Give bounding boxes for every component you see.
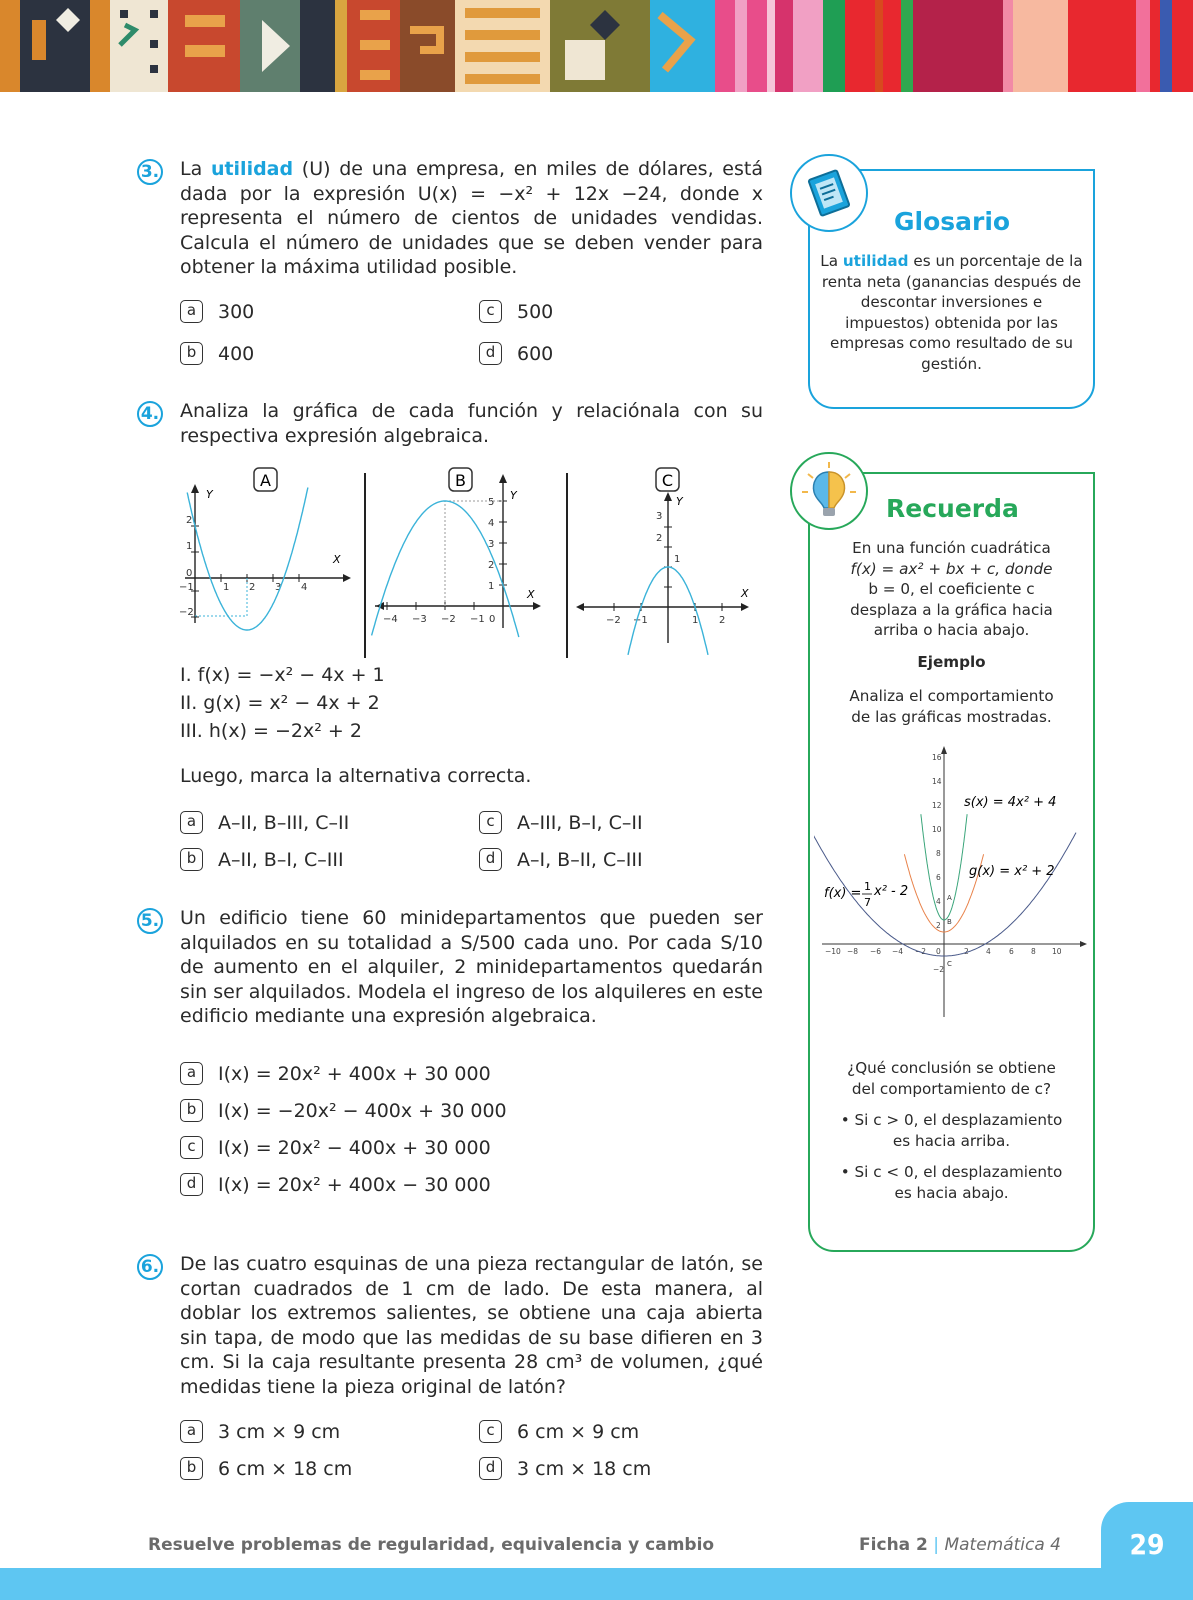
relation-1: I. f(x) = −x² − 4x + 1 <box>180 664 385 686</box>
relation-3: III. h(x) = −2x² + 2 <box>180 720 362 742</box>
svg-text:4: 4 <box>488 518 495 529</box>
question-text: Un edificio tiene 60 minidepartamentos que pueden ser alquilados en su totalidad a S/500 cada uno. Por cada S/10 de aumento en el alquiler, 2 minidepartamentos quedarán sin ser alquilados. Modela el ingreso de los alquileres en este edificio mediante una expresión algebraica. <box>180 907 763 1028</box>
question-6 <box>137 1252 763 1400</box>
label-f <box>824 880 908 909</box>
followup-text: Luego, marca la alternativa correcta. <box>180 765 532 787</box>
q3-option-a[interactable]: a 300 <box>180 300 254 323</box>
svg-text:B: B <box>947 918 952 926</box>
svg-text:−2: −2 <box>179 607 194 618</box>
graph-b <box>372 474 541 637</box>
question-4 <box>137 399 763 448</box>
example-title: Ejemplo <box>917 653 986 671</box>
svg-text:2: 2 <box>186 515 193 526</box>
svg-text:−4: −4 <box>383 614 398 625</box>
svg-text:X: X <box>741 587 749 600</box>
svg-text:2: 2 <box>656 533 663 544</box>
question-number: 6. <box>137 1254 163 1280</box>
q4-option-a[interactable]: a A–II, B–III, C–II <box>180 811 349 834</box>
q6-option-d[interactable]: d 3 cm × 18 cm <box>479 1457 651 1480</box>
svg-text:4: 4 <box>986 947 991 956</box>
recuerda-text: En una función cuadrática f(x) = ax² + bx + c, donde b = 0, el coeficiente c desplaza a la gráfica hacia arriba o hacia abajo. <box>850 539 1053 639</box>
label-g: g(x) = x² + 2 <box>969 864 1055 879</box>
svg-text:0: 0 <box>936 947 941 956</box>
recuerda-bullet-1: • Si c > 0, el desplazamiento es hacia arriba. <box>840 1111 1063 1150</box>
svg-text:3: 3 <box>488 539 495 550</box>
footer-bar <box>0 1568 1193 1600</box>
q3-option-b[interactable]: b 400 <box>180 342 254 365</box>
q5-option-a[interactable]: a I(x) = 20x² + 400x + 30 000 <box>180 1062 491 1085</box>
svg-text:X: X <box>333 553 341 566</box>
page-number: 29 <box>1129 1528 1165 1561</box>
q5-option-b[interactable]: b I(x) = −20x² − 400x + 30 000 <box>180 1099 507 1122</box>
footer-subject: Ficha 2 | Matemática 4 <box>859 1535 1061 1555</box>
svg-text:1: 1 <box>186 541 193 552</box>
svg-text:−3: −3 <box>412 614 427 625</box>
glossary-text: La utilidad es un porcentaje de la renta neta (ganancias después de descontar inversiones e impuestos) obtenida por las empresas como resultado de su gestión. <box>820 252 1083 373</box>
svg-text:6: 6 <box>936 873 941 882</box>
svg-text:6: 6 <box>1009 947 1014 956</box>
graph-label-a: A <box>260 471 271 490</box>
question-text: Analiza la gráfica de cada función y relaciónala con su respectiva expresión algebraica. <box>180 400 763 447</box>
svg-text:8: 8 <box>1031 947 1036 956</box>
svg-text:1: 1 <box>488 581 495 592</box>
svg-text:16: 16 <box>932 753 942 762</box>
svg-text:12: 12 <box>932 801 942 810</box>
q4-option-b[interactable]: b A–II, B–I, C–III <box>180 848 344 871</box>
svg-text:−1: −1 <box>470 614 485 625</box>
svg-text:−4: −4 <box>892 947 904 956</box>
graph-label-b: B <box>455 471 466 490</box>
svg-text:Y: Y <box>676 495 683 508</box>
q6-option-b[interactable]: b 6 cm × 18 cm <box>180 1457 352 1480</box>
svg-text:−1: −1 <box>633 615 648 626</box>
svg-text:4: 4 <box>301 582 308 593</box>
svg-text:C: C <box>947 960 952 968</box>
svg-text:−1: −1 <box>179 582 194 593</box>
svg-text:−6: −6 <box>870 947 882 956</box>
decorative-header-band <box>0 0 1193 92</box>
svg-text:3: 3 <box>656 511 663 522</box>
question-3 <box>137 157 763 280</box>
q5-option-d[interactable]: d I(x) = 20x² + 400x − 30 000 <box>180 1173 491 1196</box>
svg-text:2: 2 <box>249 582 256 593</box>
svg-text:−2: −2 <box>606 615 621 626</box>
question-text: La utilidad (U) de una empresa, en miles de dólares, está dada por la expresión U(x) = −x² + 12x −24, donde x representa el número de cientos de unidades vendidas. Calcula el número de unidades que se deben vender para obtener la máxima utilidad posible. <box>180 158 763 279</box>
q4-graphs <box>175 463 765 673</box>
svg-text:3: 3 <box>275 582 282 593</box>
recuerda-question: ¿Qué conclusión se obtiene del comportamiento de c? <box>847 1059 1056 1098</box>
label-s: s(x) = 4x² + 4 <box>964 795 1057 810</box>
svg-text:0: 0 <box>186 568 193 579</box>
svg-text:5: 5 <box>488 497 495 508</box>
q3-option-c[interactable]: c 500 <box>479 300 553 323</box>
q6-option-a[interactable]: a 3 cm × 9 cm <box>180 1420 340 1443</box>
svg-text:−10: −10 <box>825 947 841 956</box>
brain-bulb-icon <box>790 452 868 530</box>
textile-pattern <box>0 0 1193 92</box>
svg-text:2: 2 <box>719 615 726 626</box>
svg-text:10: 10 <box>932 825 942 834</box>
graph-label-c: C <box>661 471 674 490</box>
question-text: De las cuatro esquinas de una pieza rectangular de latón, se cortan cuadrados de 1 cm de lado. De esta manera, al doblar los extremos salientes, se obtiene una caja abierta sin tapa, de modo que las medidas de su base difieren en 3 cm. Si la caja resultante presenta 28 cm³ de volumen, ¿qué medidas tiene la pieza original de latón? <box>180 1253 763 1398</box>
svg-text:Y: Y <box>510 489 517 502</box>
svg-text:0: 0 <box>489 614 496 625</box>
svg-text:−8: −8 <box>847 947 859 956</box>
question-number: 4. <box>137 401 163 427</box>
svg-text:1: 1 <box>674 554 681 565</box>
q6-option-c[interactable]: c 6 cm × 9 cm <box>479 1420 639 1443</box>
svg-text:2: 2 <box>936 921 941 930</box>
svg-text:1: 1 <box>692 615 699 626</box>
example-graph <box>814 742 1092 1022</box>
svg-text:10: 10 <box>1052 947 1062 956</box>
svg-text:2: 2 <box>964 947 969 956</box>
svg-text:1: 1 <box>223 582 230 593</box>
svg-text:x² - 2: x² - 2 <box>874 884 909 899</box>
svg-text:A: A <box>947 894 952 902</box>
svg-text:−2: −2 <box>915 947 927 956</box>
svg-text:−2: −2 <box>441 614 456 625</box>
question-5 <box>137 906 763 1029</box>
q3-option-d[interactable]: d 600 <box>479 342 553 365</box>
graph-c <box>576 492 749 655</box>
svg-text:f(x) =: f(x) = <box>824 886 862 901</box>
keyword: utilidad <box>210 158 294 180</box>
recuerda-title: Recuerda <box>886 494 1019 523</box>
svg-text:8: 8 <box>936 849 941 858</box>
question-number: 5. <box>137 908 163 934</box>
svg-text:Y: Y <box>206 488 213 501</box>
graph-a <box>179 484 351 630</box>
relation-2: II. g(x) = x² − 4x + 2 <box>180 692 380 714</box>
q4-option-c[interactable]: c A–III, B–I, C–II <box>479 811 643 834</box>
example-text: Analiza el comportamiento de las gráficas mostradas. <box>849 687 1054 726</box>
question-number: 3. <box>137 159 163 185</box>
q5-option-c[interactable]: c I(x) = 20x² − 400x + 30 000 <box>180 1136 491 1159</box>
svg-text:4: 4 <box>936 897 941 906</box>
svg-text:14: 14 <box>932 777 942 786</box>
footer-competency: Resuelve problemas de regularidad, equivalencia y cambio <box>148 1535 715 1555</box>
svg-text:2: 2 <box>488 560 495 571</box>
recuerda-bullet-2: • Si c < 0, el desplazamiento es hacia abajo. <box>840 1163 1063 1202</box>
glossary-title: Glosario <box>894 207 1011 236</box>
svg-text:7: 7 <box>864 896 871 909</box>
recuerda-box <box>808 472 1095 1252</box>
svg-text:X: X <box>527 588 535 601</box>
q4-option-d[interactable]: d A–I, B–II, C–III <box>479 848 643 871</box>
book-icon <box>790 154 868 232</box>
svg-text:1: 1 <box>864 880 871 893</box>
svg-text:−2: −2 <box>933 965 945 974</box>
